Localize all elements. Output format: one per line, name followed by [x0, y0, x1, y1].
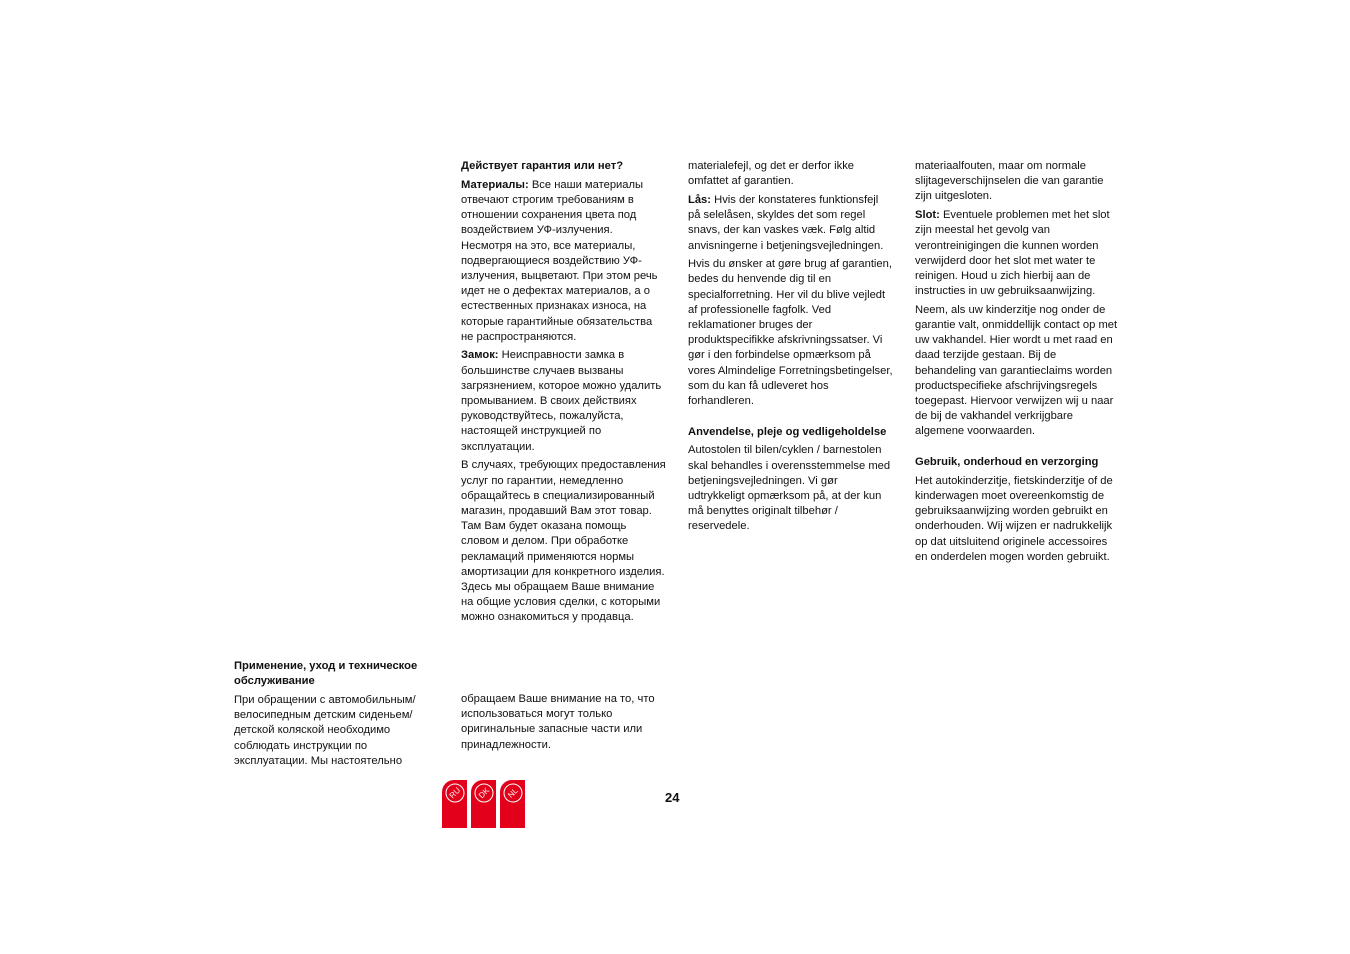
column-ru-main — [461, 159, 666, 629]
paragraph-materials-ru — [461, 178, 666, 345]
tab-ru-label: RU — [447, 785, 463, 801]
tab-dk-label: DK — [476, 785, 492, 801]
section-heading-care-dk: Anvendelse, pleje og vedligeholdelse — [688, 425, 887, 438]
paragraph-lock-dk — [688, 193, 893, 254]
paragraph-lock-ru — [461, 348, 666, 454]
page-number: 24 — [665, 790, 680, 805]
language-tabs — [441, 780, 531, 832]
label-lock-dk: Lås: — [688, 193, 712, 206]
column-dk — [688, 159, 893, 538]
label-materials-ru: Материалы: — [461, 178, 529, 191]
text-lock-nl: Eventuele problemen met het slot zijn meestal het gevolg van verontreinigingen die kunnen worden verwijderd door het slot met water te reinigen. Houd u zich hierbij aan de instructies in uw gebruiksaanwijzing. — [915, 209, 1110, 298]
column-ru-care-continued — [461, 692, 666, 756]
language-tab-ru — [442, 780, 467, 828]
paragraph-intro-nl: materiaalfouten, maar om normale slijtageverschijnselen die van garantie zijn uitgesloten. — [915, 160, 1104, 203]
column-nl — [915, 159, 1120, 569]
paragraph-intro-dk: materialefejl, og det er derfor ikke omfattet af garantien. — [688, 160, 855, 188]
section-heading-care-ru: Применение, уход и техническое обслуживание — [234, 660, 418, 688]
section-heading-care-nl: Gebruik, onderhoud en verzorging — [915, 456, 1099, 469]
spacer — [915, 443, 1120, 455]
paragraph-care-ru-continued: обращаем Ваше внимание на то, что использоваться могут только оригинальные запасные части или принадлежности. — [461, 693, 655, 751]
paragraph-warranty-nl: Neem, als uw kinderzitje nog onder de garantie valt, onmiddellijk contact op met uw vakhandel. Hier wordt u met raad en daad terzijde gestaan. Bij de behandeling van garantieclaims worden productspecifieke afschrijvingsregels toegepast. Hiervoor verwijzen wij u naar de bij de vakhandel verkrijgbare algemene voorwaarden. — [915, 303, 1118, 438]
paragraph-lock-nl — [915, 208, 1120, 299]
section-heading-warranty-ru: Действует гарантия или нет? — [461, 160, 624, 172]
text-lock-ru: Неисправности замка в большинстве случаев вызваны загрязнением, которое можно удалить промыванием. В своих действиях руководствуйтесь, пожалуйста, настоящей инструкцией по эксплуатации. — [461, 349, 662, 453]
spacer — [688, 413, 893, 425]
label-lock-ru: Замок: — [461, 349, 499, 362]
paragraph-care-dk: Autostolen til bilen/cyklen / barnestolen skal behandles i overensstemmelse med betjeningsvejledningen. Vi gør udtrykkeligt opmærksom på, at der kun må benyttes originalt tilbehør / reservedele. — [688, 444, 891, 533]
paragraph-warranty-dk: Hvis du ønsker at gøre brug af garantien, bedes du henvende dig til en specialforretning. Her vil du blive vejledt af professionelle fagfolk. Ved reklamationer bruges der produktspecifikke afskrivningssatser. Vi gør i den forbindelse opmærksom på vores Almindelige Forretningsbetingelser, som du kan få udleveret hos forhandleren. — [688, 258, 893, 408]
column-ru-care — [234, 659, 439, 772]
language-tab-dk — [471, 780, 496, 828]
label-lock-nl: Slot: — [915, 209, 940, 222]
language-tab-nl — [500, 780, 525, 828]
text-lock-dk: Hvis der konstateres funktionsfejl på selelåsen, skyldes det som regel snavs, der kan vaskes væk. Følg altid anvisningerne i betjeningsvejledningen. — [688, 193, 884, 252]
paragraph-warranty-ru: В случаях, требующих предоставления услуг по гарантии, немедленно обращайтесь в специализированный магазин, продавший Вам этот товар. Там Вам будет оказана помощь словом и делом. При обработке рекламаций применяются нормы амортизации для конкретного изделия. Здесь мы обращаем Ваше внимание на общие условия сделки, с которыми можно ознакомиться у продавца. — [461, 459, 666, 624]
paragraph-care-nl: Het autokinderzitje, fietskinderzitje of de kinderwagen moet overeenkomstig de gebruiksaanwijzing worden gebruikt en onderhouden. Wij wijzen er nadrukkelijk op dat uitsluitend originele accessoires en onderdelen mogen worden gebruikt. — [915, 474, 1113, 563]
tab-nl-label: NL — [506, 786, 520, 800]
paragraph-care-ru: При обращении с автомобильным/ велосипедным детским сиденьем/ детской коляской необходимо соблюдать инструкции по эксплуатации. Мы настоятельно — [234, 693, 416, 767]
text-materials-ru: Все наши материалы отвечают строгим требованиям в отношении сохранения цвета под воздействием УФ-излучения. Несмотря на это, все материалы, подвергающиеся воздействию УФ-излучения, выцветают. При этом речь идет не о дефектах материалов, а о естественных признаках износа, на которые гарантийные обязательства не распространяются. — [461, 178, 658, 343]
